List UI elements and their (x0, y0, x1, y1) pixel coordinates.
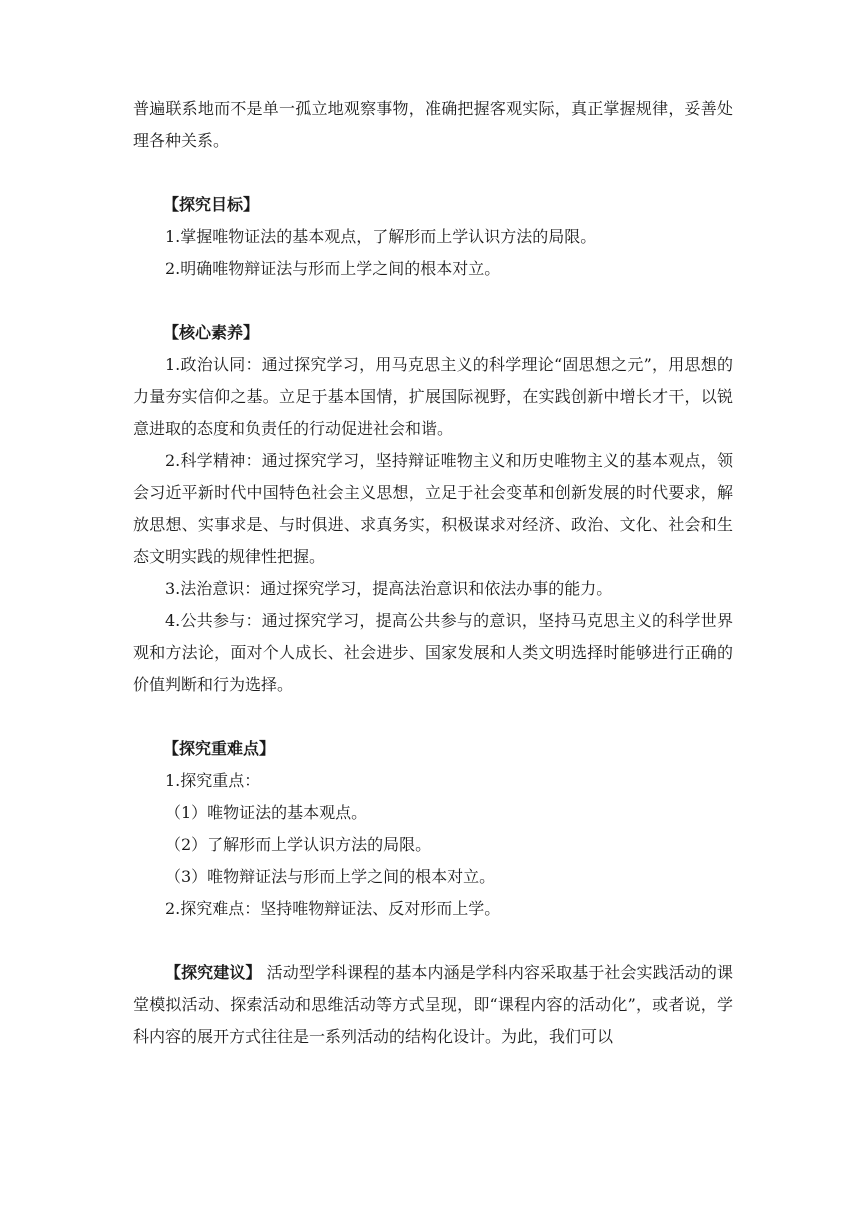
focus-title: 1.探究重点： (165, 771, 261, 790)
literacy-item-1: 1.政治认同：通过探究学习，用马克思主义的科学理论“固思想之元”，用思想的力量夯实信仰之基。立足于基本国情，扩展国际视野，在实践创新中增长才干，以锐意进取的态度和负责任的行动促进社会和谐。 (133, 355, 733, 438)
suggestion-heading: 【探究建议】 (165, 963, 262, 982)
spacer (133, 925, 733, 957)
difficulty-item: 2.探究难点：坚持唯物辩证法、反对形而上学。 (165, 899, 501, 918)
literacy-heading: 【核心素养】 (163, 323, 260, 342)
literacy-item-4: 4.公共参与：通过探究学习，提高公共参与的意识，坚持马克思主义的科学世界观和方法论，面对个人成长、社会进步、国家发展和人类文明选择时能够进行正确的价值判断和行为选择。 (133, 611, 733, 694)
intro-paragraph: 普遍联系地而不是单一孤立地观察事物，准确把握客观实际，真正掌握规律，妥善处理各种关系。 (133, 99, 733, 150)
literacy-item-2: 2.科学精神：通过探究学习，坚持辩证唯物主义和历史唯物主义的基本观点，领会习近平新时代中国特色社会主义思想，立足于社会变革和创新发展的时代要求，解放思想、实事求是、与时俱进、求真务实，积极谋求对经济、政治、文化、社会和生态文明实践的规律性把握。 (133, 451, 733, 566)
goals-heading: 【探究目标】 (163, 195, 260, 214)
document-page (133, 93, 733, 1053)
focus-item-3: （3）唯物辩证法与形而上学之间的根本对立。 (165, 867, 496, 886)
keypoints-heading: 【探究重难点】 (163, 739, 276, 758)
spacer (133, 701, 733, 733)
spacer (133, 157, 733, 189)
spacer (133, 285, 733, 317)
focus-item-2: （2）了解形而上学认识方法的局限。 (165, 835, 432, 854)
suggestion-text: 活动型学科课程的基本内涵是学科内容采取基于社会实践活动的课堂模拟活动、探索活动和思维活动等方式呈现，即“课程内容的活动化”，或者说，学科内容的展开方式往往是一系列活动的结构化设计。为此，我们可以 (133, 963, 733, 1046)
literacy-item-3: 3.法治意识：通过探究学习，提高法治意识和依法办事的能力。 (165, 579, 613, 598)
goal-item-2: 2.明确唯物辩证法与形而上学之间的根本对立。 (165, 259, 501, 278)
suggestion-paragraph (133, 957, 733, 1053)
focus-item-1: （1）唯物证法的基本观点。 (165, 803, 368, 822)
goal-item-1: 1.掌握唯物证法的基本观点，了解形而上学认识方法的局限。 (165, 227, 597, 246)
